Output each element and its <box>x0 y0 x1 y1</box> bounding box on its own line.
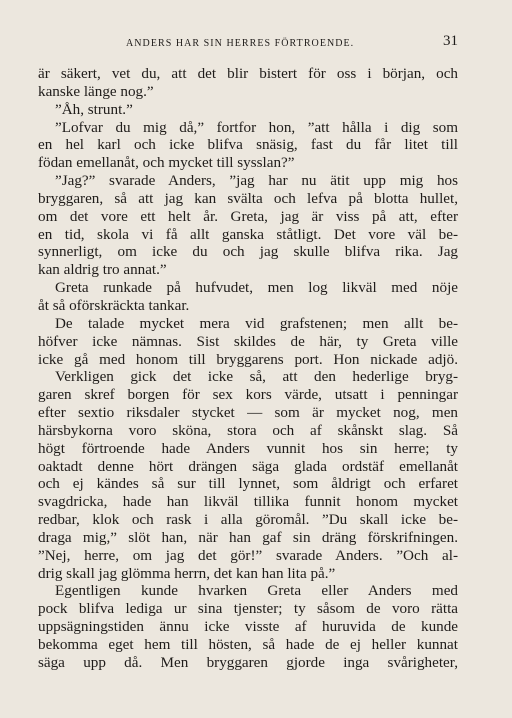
text-line: oaktadt denne hört drängen säga glada ordstäf emellanåt <box>38 457 458 475</box>
text-line: kan aldrig tro annat.” <box>38 261 167 279</box>
text-line: De talade mycket mera vid grafstenen; men allt be- <box>55 314 458 332</box>
text-line: pock blifva lediga ur sina tjenster; ty såsom de voro rätta <box>38 600 458 618</box>
text-line: icke gå med honom till bryggarens port. Hon nickade adjö. <box>38 350 458 368</box>
text-line: garen skref borgen för sex kors värde, utsatt i penningar <box>38 386 458 404</box>
text-line: födan emellanåt, och mycket till sysslan?” <box>38 154 295 172</box>
text-line: bekomma eget hem till hösten, så hade de ej heller kunnat <box>38 636 458 653</box>
running-head: ANDERS HAR SIN HERRES FÖRTROENDE. <box>126 38 355 49</box>
text-line: åt så oförskräckta tankar. <box>38 296 190 314</box>
text-line: säga upp då. Men bryggaren gjorde inga svårigheter, <box>38 653 458 671</box>
text-line: svagdricka, hade han likväl tillika funnit honom mycket <box>38 493 458 511</box>
text-line: drig skall jag glömma herrn, det kan han lita på.” <box>38 564 336 582</box>
text-line: och ej kändes så sur till lynnet, som åldrigt och erfaret <box>38 475 458 493</box>
text-line: är säkert, vet du, att det blir bistert för oss i början, och <box>38 65 458 82</box>
page-number: 31 <box>443 33 458 49</box>
text-line: efter sextio riksdaler stycket — som är mycket nog, men <box>38 404 458 422</box>
text-line: Greta runkade på hufvudet, men log likväl med nöje <box>55 279 458 297</box>
text-line: ”Nej, herre, om jag det gör!” svarade Anders. ”Och al- <box>38 546 458 564</box>
text-line: draga mig,” slöt han, när han gaf sin dräng förskrifningen. <box>38 528 458 546</box>
text-line: Egentligen kunde hvarken Greta eller Anders med <box>55 582 458 600</box>
text-line: höfver icke nämnas. Sist skildes de här, ty Greta ville <box>38 332 458 350</box>
text-line: synnerligt, om icke du och jag skulle blifva rika. Jag <box>38 243 458 261</box>
text-line: en hel karl och icke blifva snäsig, fast du får litet till <box>38 136 458 154</box>
text-line: kanske länge nog.” <box>38 82 154 100</box>
text-line: ”Jag?” svarade Anders, ”jag har nu ätit upp mig hos <box>55 172 458 190</box>
text-line: härsbykorna voro sköna, stora och af skånskt slag. Så <box>38 421 458 439</box>
text-line: ”Lofvar du mig då,” fortfor hon, ”att hålla i dig som <box>55 118 458 136</box>
text-line: Verkligen gick det icke så, att den hederlige bryg- <box>55 368 458 386</box>
text-line: uppsägningstiden ännu icke visste af huruvida de kunde <box>38 618 458 636</box>
page-header <box>38 34 458 54</box>
body-text <box>38 65 458 672</box>
text-line: redbar, klok och rask i alla göromål. ”Du skall icke be- <box>38 511 458 529</box>
text-line: en tid, skola vi få allt ganska ståtligt. Det vore väl be- <box>38 225 458 243</box>
text-line: om det vore ett helt år. Greta, jag är viss på att, efter <box>38 207 458 225</box>
text-line: bryggaren, så att jag kan svälta och lefva på blotta hullet, <box>38 189 458 207</box>
text-line: högt förtroende hade Anders vunnit hos sin herre; ty <box>38 439 458 457</box>
text-line: ”Åh, strunt.” <box>55 100 133 118</box>
